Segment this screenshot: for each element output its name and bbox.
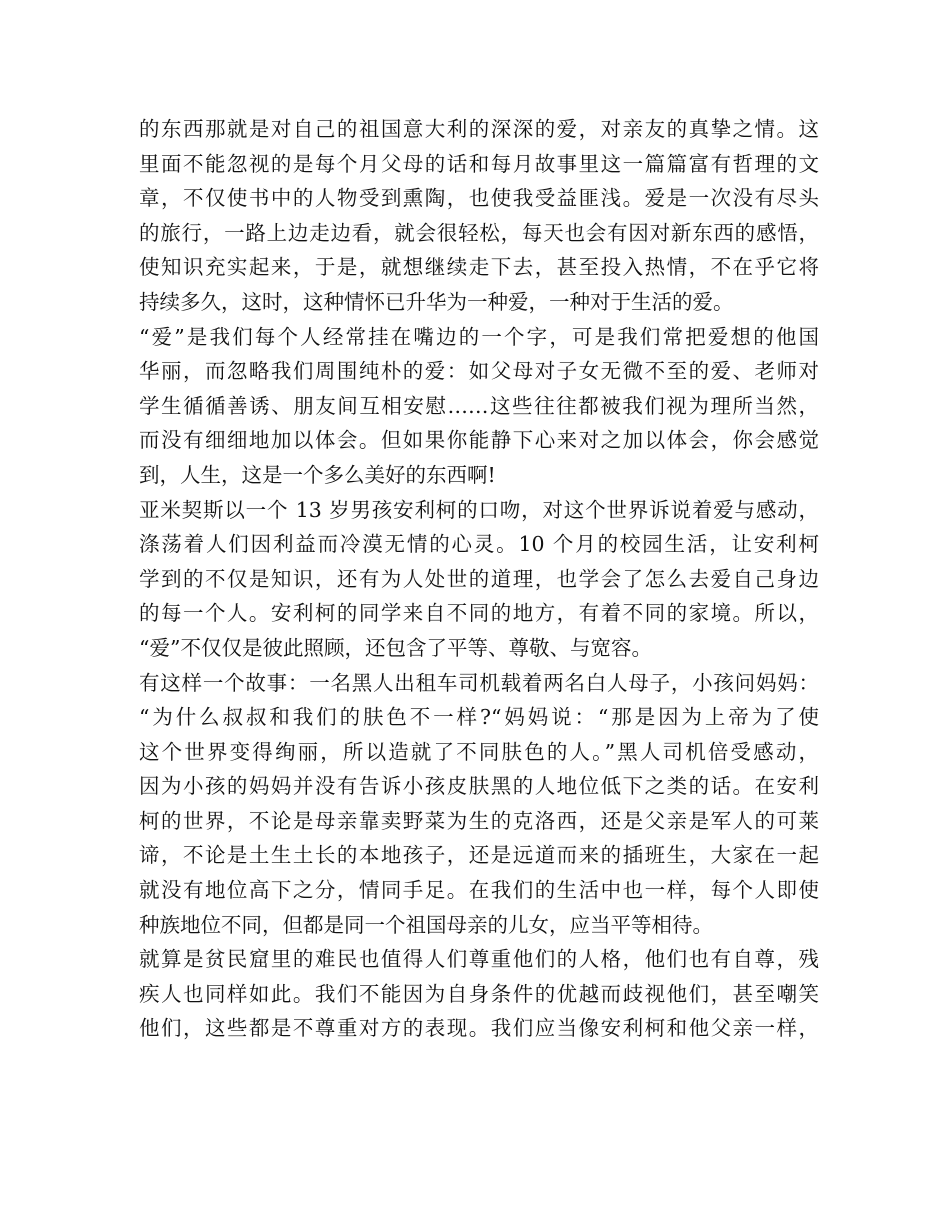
text-line: 柯的世界，不论是母亲靠卖野菜为生的克洛西，还是父亲是军人的可莱 [139,808,819,833]
text-line: 使知识充实起来，于是，就想继续走下去，甚至投入热情，不在乎它将 [139,255,819,280]
text-line: 因为小孩的妈妈并没有告诉小孩皮肤黑的人地位低下之类的话。在安利 [139,774,819,799]
body-text [139,112,819,1046]
text-line: 章，不仅使书中的人物受到熏陶，也使我受益匪浅。爱是一次没有尽头 [139,186,819,211]
text-line: 有这样一个故事：一名黑人出租车司机载着两名白人母子，小孩问妈妈： [139,670,819,695]
text-line: 涤荡着人们因利益而冷漠无情的心灵。10 个月的校园生活，让安利柯 [139,532,819,557]
text-line: 华丽，而忽略我们周围纯朴的爱：如父母对子女无微不至的爱、老师对 [139,359,819,384]
text-line: “爱”不仅仅是彼此照顾，还包含了平等、尊敬、与宽容。 [139,635,652,660]
text-line: 到，人生，这是一个多么美好的东西啊! [139,462,496,487]
text-line: 他们，这些都是不尊重对方的表现。我们应当像安利柯和他父亲一样， [139,1016,819,1041]
text-line: 而没有细细地加以体会。但如果你能静下心来对之加以体会，你会感觉 [139,428,819,453]
text-line: “爱”是我们每个人经常挂在嘴边的一个字，可是我们常把爱想的他国 [139,324,819,349]
text-line: “为什么叔叔和我们的肤色不一样?“妈妈说：“那是因为上帝为了使 [139,705,819,730]
text-line: 就没有地位高下之分，情同手足。在我们的生活中也一样，每个人即使 [139,878,819,903]
text-line: 持续多久，这时，这种情怀已升华为一种爱，一种对于生活的爱。 [139,289,734,314]
text-line: 谛，不论是土生土长的本地孩子，还是远道而来的插班生，大家在一起 [139,843,819,868]
text-line: 这个世界变得绚丽，所以造就了不同肤色的人。”黑人司机倍受感动， [139,739,819,764]
text-line: 的旅行，一路上边走边看，就会很轻松，每天也会有因对新东西的感悟， [139,220,819,245]
text-line: 种族地位不同，但都是同一个祖国母亲的儿女，应当平等相待。 [139,912,713,937]
text-line: 的东西那就是对自己的祖国意大利的深深的爱，对亲友的真挚之情。这 [139,117,819,141]
text-line: 亚米契斯以一个 13 岁男孩安利柯的口吻，对这个世界诉说着爱与感动， [139,497,819,522]
text-line: 学生循循善诱、朋友间互相安慰……这些往往都被我们视为理所当然， [139,393,819,418]
text-line: 就算是贫民窟里的难民也值得人们尊重他们的人格，他们也有自尊，残 [139,947,819,972]
text-line: 里面不能忽视的是每个月父母的话和每月故事里这一篇篇富有哲理的文 [139,151,819,176]
text-line: 疾人也同样如此。我们不能因为自身条件的优越而歧视他们，甚至嘲笑 [139,981,819,1006]
text-line: 的每一个人。安利柯的同学来自不同的地方，有着不同的家境。所以， [139,601,819,626]
text-line: 学到的不仅是知识，还有为人处世的道理，也学会了怎么去爱自己身边 [139,566,819,591]
